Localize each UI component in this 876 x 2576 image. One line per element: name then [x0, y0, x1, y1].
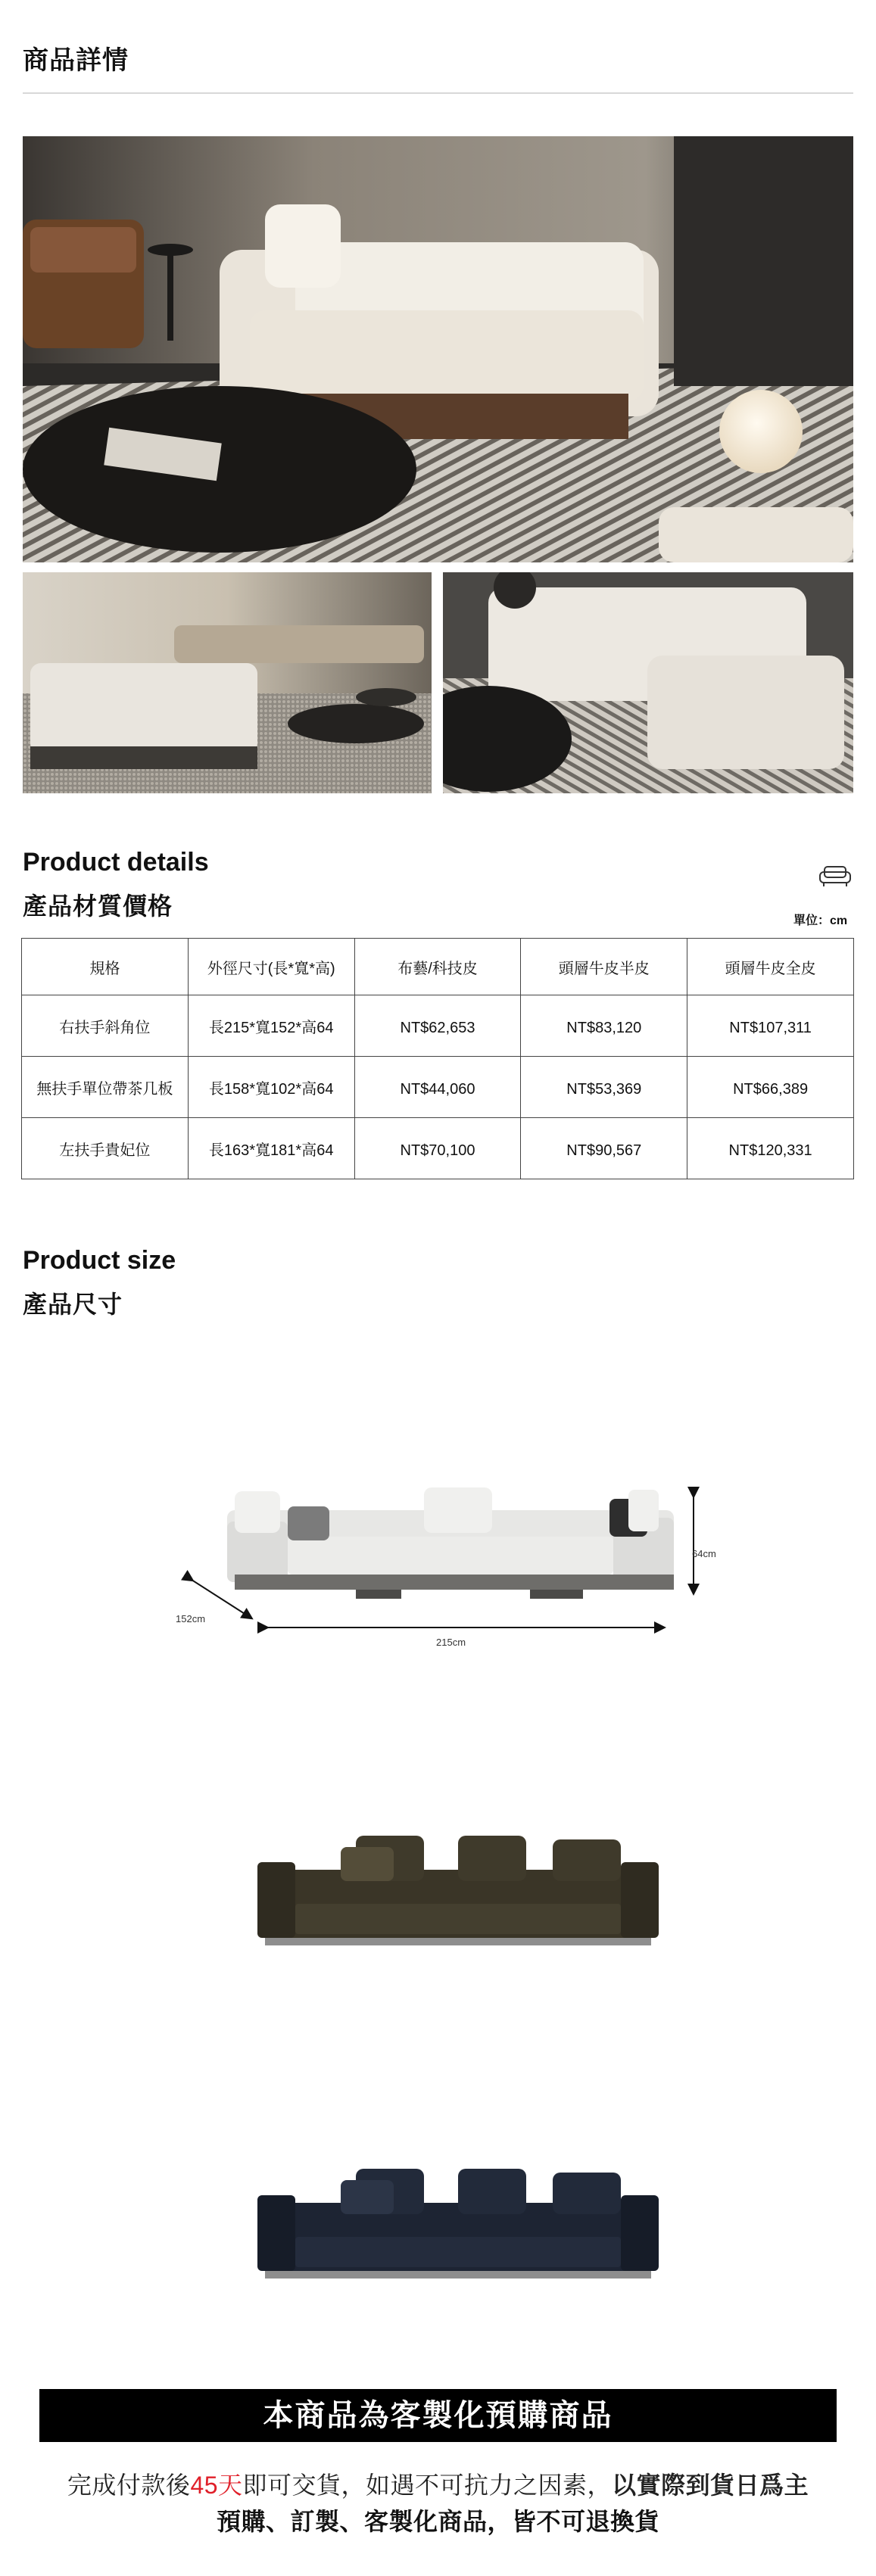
- sofa-dimension-diagram: [167, 1484, 712, 1650]
- column-header: 外徑尺寸(長*寬*高): [188, 939, 354, 995]
- sofa-navy-variant-image: [242, 2165, 674, 2301]
- sofa-icon: [818, 863, 853, 889]
- delivery-notice-emphasis: 以實際到貨日爲主: [612, 2472, 809, 2499]
- size-title-zh: 產品尺寸: [23, 1291, 123, 1318]
- price-table: [21, 938, 854, 1179]
- price-cell: NT$44,060: [354, 1057, 521, 1118]
- column-header: 頭層牛皮半皮: [521, 939, 687, 995]
- spec-cell: 左扶手貴妃位: [22, 1118, 189, 1179]
- size-cell: 長215*寬152*高64: [188, 995, 354, 1057]
- details-title-en: Product details: [23, 848, 209, 877]
- delivery-notice-part: 即可交貨，如遇不可抗力之因素，: [242, 2472, 613, 2499]
- delivery-notice: [0, 2466, 876, 2501]
- price-cell: NT$83,120: [521, 995, 687, 1057]
- delivery-notice-part: 完成付款後: [67, 2472, 191, 2499]
- dimension-length-label: 215cm: [436, 1637, 466, 1648]
- sofa-lifestyle-photo-main: [23, 136, 853, 562]
- column-header: 規格: [22, 939, 189, 995]
- page-title: 商品詳情: [23, 46, 129, 75]
- table-row: [22, 1057, 854, 1118]
- sofa-olive-variant-image: [242, 1832, 674, 1968]
- price-cell: NT$70,100: [354, 1118, 521, 1179]
- delivery-days: 45天: [190, 2472, 243, 2499]
- table-row: [22, 995, 854, 1057]
- details-title-zh: 產品材質價格: [23, 892, 173, 920]
- header-divider: [23, 92, 853, 94]
- price-cell: NT$120,331: [687, 1118, 854, 1179]
- dimension-depth-label: 152cm: [176, 1613, 206, 1624]
- column-header: 布藝/科技皮: [354, 939, 521, 995]
- spec-cell: 右扶手斜角位: [22, 995, 189, 1057]
- size-cell: 長163*寬181*高64: [188, 1118, 354, 1179]
- price-cell: NT$66,389: [687, 1057, 854, 1118]
- price-cell: NT$53,369: [521, 1057, 687, 1118]
- preorder-banner-text: 本商品為客製化預購商品: [263, 2399, 613, 2432]
- unit-label: 單位：cm: [793, 914, 848, 927]
- size-title-en: Product size: [23, 1246, 176, 1275]
- table-header-row: [22, 939, 854, 995]
- spec-cell: 無扶手單位帶茶几板: [22, 1057, 189, 1118]
- table-row: [22, 1118, 854, 1179]
- sofa-lifestyle-photo-right: [443, 572, 853, 793]
- sofa-lifestyle-photo-left: [23, 572, 432, 793]
- dimension-height-label: 64cm: [692, 1548, 716, 1559]
- price-cell: NT$90,567: [521, 1118, 687, 1179]
- return-policy-notice: 預購、訂製、客製化商品，皆不可退換貨: [216, 2508, 659, 2535]
- price-cell: NT$62,653: [354, 995, 521, 1057]
- price-cell: NT$107,311: [687, 995, 854, 1057]
- column-header: 頭層牛皮全皮: [687, 939, 854, 995]
- size-cell: 長158*寬102*高64: [188, 1057, 354, 1118]
